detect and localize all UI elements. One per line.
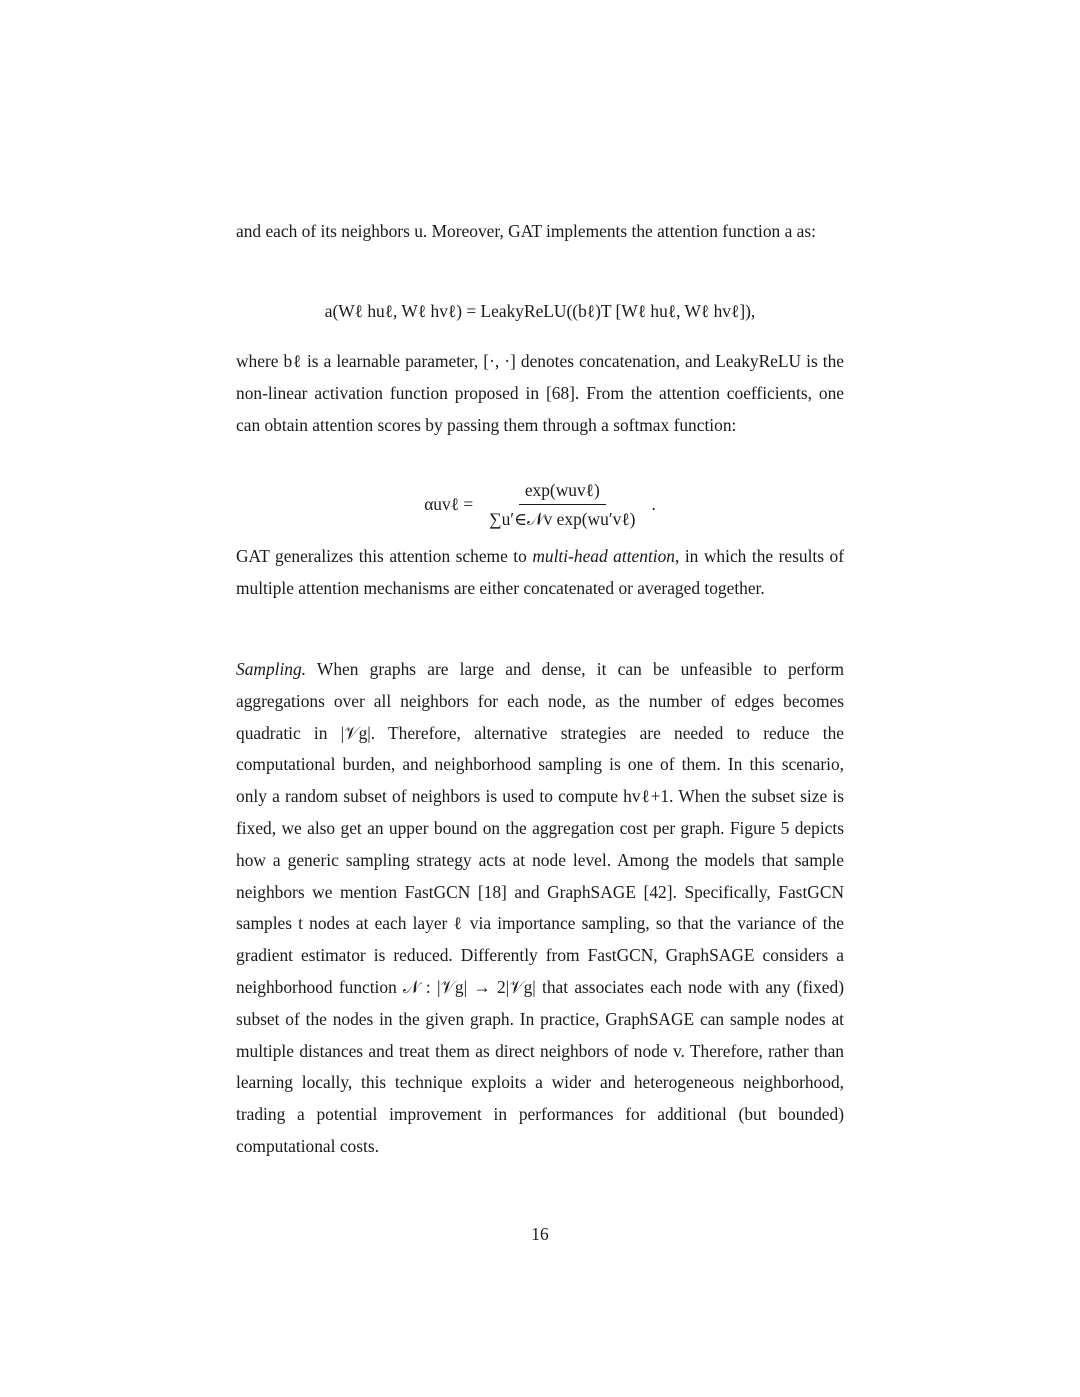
softmax-tail: .	[651, 494, 656, 514]
softmax-numerator: exp(wuvℓ)	[519, 478, 606, 505]
softmax-denominator: ∑u′∈𝒩v exp(wu′vℓ)	[489, 509, 636, 529]
equation-attention-function: a(Wℓ huℓ, Wℓ hvℓ) = LeakyReLU((bℓ)T [Wℓ huℓ, Wℓ hvℓ]),	[324, 301, 756, 321]
multihead-suffix: , in which the results of multiple attention mechanisms are either concatenated or averaged together.	[236, 546, 844, 598]
multihead-emphasis: multi-head attention	[532, 546, 675, 566]
paragraph-where: where bℓ is a learnable parameter, [·, ·] denotes concatenation, and LeakyReLU is the non-linear activation function proposed in [68]. From the attention coefficients, one can obtain attention scores by passing them through a softmax function:	[236, 351, 844, 435]
equation-softmax	[0, 478, 1080, 536]
page-number: 16	[531, 1224, 549, 1244]
sampling-heading: Sampling.	[236, 659, 307, 679]
paragraph-multihead	[236, 541, 844, 605]
softmax-lhs: αuvℓ =	[424, 494, 474, 514]
paragraph-sampling	[236, 654, 844, 1163]
softmax-fraction	[483, 478, 641, 531]
paragraph-gat-intro: and each of its neighbors u. Moreover, GAT implements the attention function a as:	[236, 221, 816, 241]
multihead-prefix: GAT generalizes this attention scheme to	[236, 546, 533, 566]
sampling-body: When graphs are large and dense, it can be unfeasible to perform aggregations over all neighbors for each node, as the number of edges becomes quadratic in |𝒱g|. Therefore, alternative strategies are needed to reduce the computational burden, and neighborhood sampling is one of them. In this scenario, only a random subset of neighbors is used to compute hvℓ+1. When the subset size is fixed, we also get an upper bound on the aggregation cost per graph. Figure 5 depicts how a generic sampling strategy acts at node level. Among the models that sample neighbors we mention FastGCN [18] and GraphSAGE [42]. Specifically, FastGCN samples t nodes at each layer ℓ via importance sampling, so that the variance of the gradient estimator is reduced. Differently from FastGCN, GraphSAGE considers a neighborhood function 𝒩 : |𝒱g| → 2|𝒱g| that associates each node with any (fixed) subset of the nodes in the given graph. In practice, GraphSAGE can sample nodes at multiple distances and treat them as direct neighbors of node v. Therefore, rather than learning locally, this technique exploits a wider and heterogeneous neighborhood, trading a potential improvement in performances for additional (but bounded) computational costs.	[236, 659, 844, 1156]
